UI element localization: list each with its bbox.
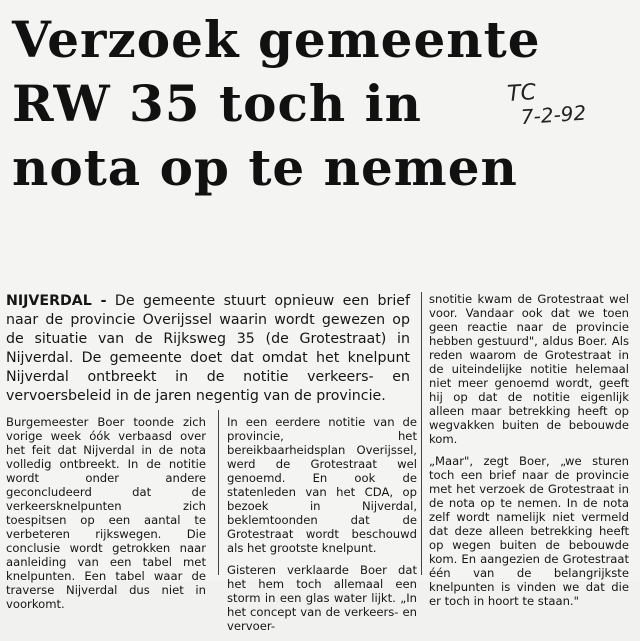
column-divider — [218, 410, 219, 575]
article-column-3 — [429, 292, 629, 616]
lead-paragraph — [6, 292, 410, 406]
handwritten-source: TC — [506, 80, 537, 107]
lead-text: De gemeente stuurt opnieuw een brief naar de provincie Overijssel waarin wordt gewezen op de situatie van de Rijksweg 35 (de Grotestraat) in Nijverdal. De gemeente doet dat omdat het knelpunt Nijverdal ontbreekt in de notitie verkeers- en vervoersbeleid in de jaren negentig van de provincie. — [6, 293, 410, 404]
headline-line-2: RW 35 toch in — [12, 74, 422, 133]
article-column-2 — [227, 415, 417, 641]
handwritten-date: 7-2-92 — [520, 100, 587, 130]
headline-line-1: Verzoek gemeente — [12, 10, 541, 69]
dateline: NIJVERDAL - — [6, 293, 107, 309]
headline-line-3: nota op te nemen — [12, 138, 518, 197]
column-divider — [421, 292, 422, 575]
paragraph: „Maar", zegt Boer, „we sturen toch een brief naar de provincie met het verzoek de Grotestraat in de nota op te nemen. In de nota zelf wordt namelijk niet vermeld dat deze alleen betrekking heeft op wegen buiten de bebouwde kom. En aangezien de Grotestraat één van de belangrijkste knelpunten is vinden we dat die er toch in hoort te staan." — [429, 454, 629, 608]
paragraph: Gisteren verklaarde Boer dat het hem toch allemaal een storm in een glas water lijkt. „In het concept van de verkeers- en vervoer- — [227, 563, 417, 633]
paragraph: In een eerdere notitie van de provincie, het bereikbaarheidsplan Overijssel, werd de Grotestraat wel genoemd. En ook de statenleden van het CDA, op bezoek in Nijverdal, beklemtoonden dat de Grotestraat wordt beschouwd als het grootste knelpunt. — [227, 415, 417, 555]
handwritten-annotation — [498, 74, 631, 133]
article-column-1 — [6, 415, 206, 619]
paragraph: Burgemeester Boer toonde zich vorige week óók verbaasd over het feit dat Nijverdal in de nota volledig ontbreekt. In de notitie wordt onder andere geconcludeerd dat de verkeersknelpunten zich toespitsen op een aantal te verbeteren rijkswegen. Die conclusie wordt getrokken naar aanleiding van een tabel met knelpunten. Een tabel waar de traverse Nijverdal dus niet in voorkomt. — [6, 415, 206, 611]
headline — [12, 8, 572, 200]
paragraph: snotitie kwam de Grotestraat wel voor. Vandaar ook dat we toen geen reactie naar de provincie hebben gestuurd", aldus Boer. Als reden waarom de Grotestraat in de uiteindelijke notitie helemaal niet meer genoemd wordt, geeft hij op dat de notitie eigenlijk alleen maar betrekking heeft op wegvakken buiten de bebouwde kom. — [429, 292, 629, 446]
